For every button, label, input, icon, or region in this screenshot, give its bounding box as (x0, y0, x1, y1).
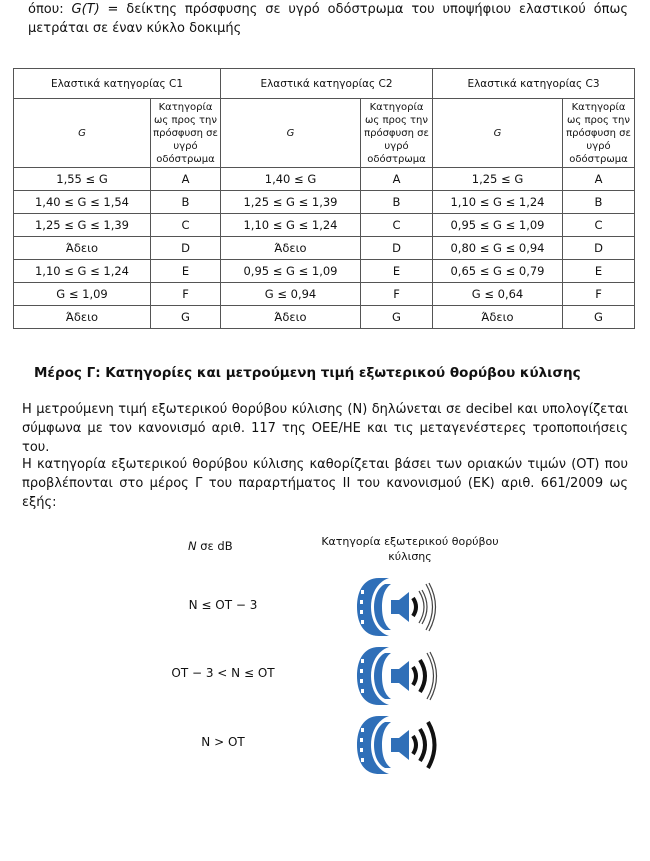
c3-range: 0,80 ≤ G ≤ 0,94 (433, 237, 563, 260)
c1-class: E (151, 260, 221, 283)
c1-class: A (151, 168, 221, 191)
group-c1-header: Ελαστικά κατηγορίας C1 (14, 69, 221, 99)
c2-range: 0,95 ≤ G ≤ 1,09 (221, 260, 361, 283)
c2-class: C (361, 214, 433, 237)
c1-class: F (151, 283, 221, 306)
c2-range: G ≤ 0,94 (221, 283, 361, 306)
c1-class: G (151, 306, 221, 329)
c2-range: Άδειο (221, 237, 361, 260)
c3-class: B (563, 191, 635, 214)
c3-range: 1,10 ≤ G ≤ 1,24 (433, 191, 563, 214)
c3-range: G ≤ 0,64 (433, 283, 563, 306)
noise-condition-2: OT − 3 < N ≤ OT (171, 666, 275, 680)
c2-class: D (361, 237, 433, 260)
group-header-row (14, 69, 635, 99)
c1-range: 1,10 ≤ G ≤ 1,24 (14, 260, 151, 283)
tyre-noise-1-wave-icon (355, 576, 445, 638)
c2-class: B (361, 191, 433, 214)
column-header-row (14, 99, 635, 168)
c1-range: 1,55 ≤ G (14, 168, 151, 191)
c3-range: Άδειο (433, 306, 563, 329)
c1-range: 1,40 ≤ G ≤ 1,54 (14, 191, 151, 214)
table-row (14, 283, 635, 306)
c3-class: G (563, 306, 635, 329)
c2-range: 1,40 ≤ G (221, 168, 361, 191)
intro-text: = δείκτης πρόσφυσης σε υγρό οδόστρωμα του υποψήφιου ελαστικού όπως μετράται σε έναν κύκλο δοκιμής (28, 2, 628, 36)
noise-condition-1: N ≤ OT − 3 (188, 598, 258, 612)
noise-column-class-header: Κατηγορία εξωτερικού θορύβου κύλισης (321, 535, 499, 563)
c3-range: 0,95 ≤ G ≤ 1,09 (433, 214, 563, 237)
table-row (14, 260, 635, 283)
wet-grip-table (13, 68, 635, 329)
c2-range: 1,10 ≤ G ≤ 1,24 (221, 214, 361, 237)
noise-column-n-header (188, 539, 233, 553)
c3-class: C (563, 214, 635, 237)
c2-g-header: G (221, 99, 361, 168)
c2-class: F (361, 283, 433, 306)
n-symbol: N (188, 539, 197, 553)
section-paragraph-1: Η μετρούμενη τιμή εξωτερικού θορύβου κύλισης (N) δηλώνεται σε decibel και υπολογίζεται σύμφωνα με τον κανονισμό αριθ. 117 της ΟΕΕ/ΗΕ και τις μεταγενέστερες τροποποιήσεις του. (22, 402, 628, 455)
c2-class-header: Κατηγορία ως προς την πρόσφυση σε υγρό οδόστρωμα (361, 99, 433, 168)
c1-class: C (151, 214, 221, 237)
n-suffix: σε dB (196, 539, 233, 553)
intro-prefix: όπου: (28, 2, 72, 17)
c3-range: 0,65 ≤ G ≤ 0,79 (433, 260, 563, 283)
section-heading: Μέρος Γ: Κατηγορίες και μετρούμενη τιμή εξωτερικού θορύβου κύλισης (34, 365, 581, 381)
c1-range: Άδειο (14, 306, 151, 329)
c1-class: B (151, 191, 221, 214)
c3-class-header: Κατηγορία ως προς την πρόσφυση σε υγρό οδόστρωμα (563, 99, 635, 168)
c2-range: 1,25 ≤ G ≤ 1,39 (221, 191, 361, 214)
c3-class: F (563, 283, 635, 306)
c2-range: Άδειο (221, 306, 361, 329)
table-row (14, 306, 635, 329)
table-row (14, 191, 635, 214)
c3-range: 1,25 ≤ G (433, 168, 563, 191)
c1-g-header: G (14, 99, 151, 168)
c3-class: E (563, 260, 635, 283)
noise-condition-3: N > OT (201, 735, 245, 749)
group-c2-header: Ελαστικά κατηγορίας C2 (221, 69, 433, 99)
c3-class: D (563, 237, 635, 260)
c1-range: Άδειο (14, 237, 151, 260)
c1-class-header: Κατηγορία ως προς την πρόσφυση σε υγρό οδόστρωμα (151, 99, 221, 168)
intro-paragraph (28, 0, 628, 38)
c1-range: G ≤ 1,09 (14, 283, 151, 306)
c2-class: E (361, 260, 433, 283)
table-row (14, 214, 635, 237)
tyre-noise-3-waves-icon (355, 714, 445, 776)
section-paragraph-2: Η κατηγορία εξωτερικού θορύβου κύλισης καθορίζεται βάσει των οριακών τιμών (ΟΤ) που προβλέπονται στο μέρος Γ του παραρτήματος II του κανονισμού (ΕΚ) αριθ. 661/2009 ως εξής: (22, 457, 628, 510)
c1-class: D (151, 237, 221, 260)
c2-class: A (361, 168, 433, 191)
tyre-noise-2-waves-icon (355, 645, 445, 707)
c3-class: A (563, 168, 635, 191)
c1-range: 1,25 ≤ G ≤ 1,39 (14, 214, 151, 237)
table-row (14, 237, 635, 260)
table-row (14, 168, 635, 191)
intro-symbol: G(T) (71, 2, 100, 17)
c3-g-header: G (433, 99, 563, 168)
c2-class: G (361, 306, 433, 329)
group-c3-header: Ελαστικά κατηγορίας C3 (433, 69, 635, 99)
